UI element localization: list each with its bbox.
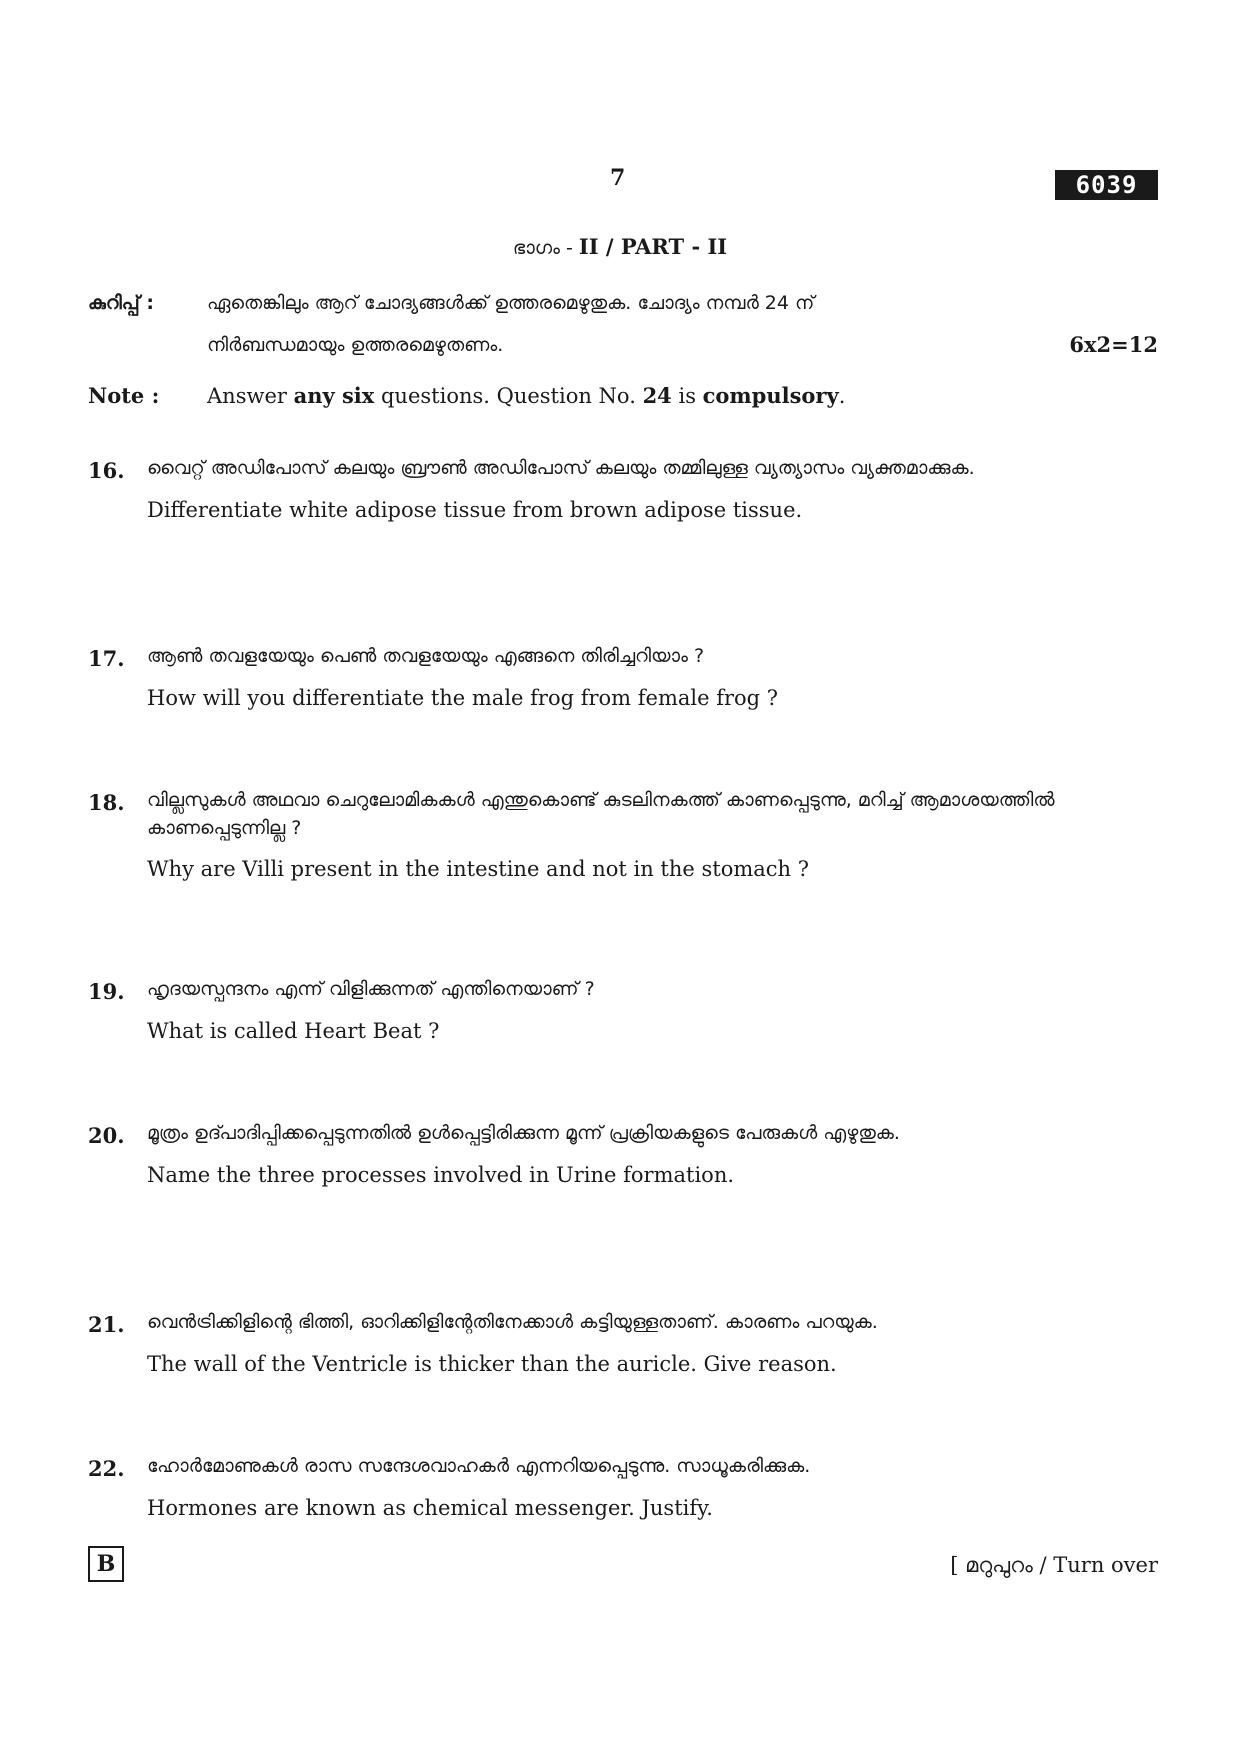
question-18 [147, 787, 1097, 885]
page-number: 7 [610, 165, 626, 191]
question-eng: The wall of the Ventricle is thicker than the auricle. Give reason. [147, 1351, 837, 1376]
question-eng: Why are Villi present in the intestine and not in the stomach ? [147, 857, 809, 882]
question-eng: What is called Heart Beat ? [147, 1018, 440, 1043]
question-number: 17. [88, 646, 125, 671]
question-20 [147, 1120, 1097, 1190]
question-number: 21. [88, 1312, 125, 1337]
question-eng: How will you differentiate the male frog from female frog ? [147, 685, 779, 710]
kurippu-line-2: നിർബന്ധമായും ഉത്തരമെഴുതണം. [207, 334, 504, 356]
question-eng: Hormones are known as chemical messenger. Justify. [147, 1495, 713, 1520]
note-text: Answer any six questions. Question No. 24 is compulsory. [207, 383, 846, 408]
marks-allotment: 6x2=12 [1069, 332, 1158, 357]
paper-code-badge: 6039 [1055, 170, 1158, 200]
question-mal: ഹോർമോണുകൾ രാസ സന്ദേശവാഹകർ എന്നറിയപ്പെടുന്നു. സാധൂകരിക്കുക. [147, 1455, 811, 1477]
question-mal: വൈറ്റ് അഡിപോസ് കലയും ബ്രൗൺ അഡിപോസ് കലയും തമ്മിലുള്ള വ്യത്യാസം വ്യക്തമാക്കുക. [147, 457, 975, 479]
question-mal: മൂത്രം ഉദ്പാദിപ്പിക്കപ്പെടുന്നതിൽ ഉൾപ്പെട്ടിരിക്കുന്ന മൂന്ന് പ്രക്രിയകളുടെ പേരുകൾ എഴുതുക. [147, 1122, 900, 1144]
question-number: 16. [88, 458, 125, 483]
kurippu-label: കുറിപ്പ് : [88, 292, 154, 314]
question-number: 18. [88, 790, 125, 815]
turn-over-label: [ മറുപുറം / Turn over [950, 1553, 1158, 1577]
question-eng: Differentiate white adipose tissue from brown adipose tissue. [147, 497, 803, 522]
question-mal: ആൺ തവളയേയും പെൺ തവളയേയും എങ്ങനെ തിരിച്ചറിയാം ? [147, 645, 705, 667]
question-16 [147, 455, 1097, 525]
question-mal: ഹൃദയസ്പന്ദനം എന്ന് വിളിക്കുന്നത് എന്തിനെയാണ് ? [147, 978, 595, 1000]
question-22 [147, 1453, 1097, 1523]
kurippu-line-1: ഏതെങ്കിലും ആറ് ചോദ്യങ്ങൾക്ക് ഉത്തരമെഴുതുക. ചോദ്യം നമ്പർ 24 ന് [207, 292, 815, 314]
question-mal: വെൻട്രിക്കിളിന്റെ ഭിത്തി, ഓറിക്കിളിന്റേതിനേക്കാൾ കട്ടിയുള്ളതാണ്. കാരണം പറയുക. [147, 1311, 878, 1333]
version-box: B [88, 1546, 124, 1582]
question-number: 19. [88, 979, 125, 1004]
note-label: Note : [88, 383, 160, 408]
part-heading-mal: ഭാഗം - [512, 237, 579, 259]
part-heading-eng: II / PART - II [578, 234, 728, 259]
part-heading [0, 234, 1240, 259]
question-21 [147, 1309, 1097, 1379]
question-number: 22. [88, 1456, 125, 1481]
question-number: 20. [88, 1123, 125, 1148]
question-eng: Name the three processes involved in Urine formation. [147, 1162, 735, 1187]
question-mal: വില്ലസുകൾ അഥവാ ചെറുലോമികകൾ എന്തുകൊണ്ട് കുടലിനകത്ത് കാണപ്പെടുന്നു, മറിച്ച് ആമാശയത്തിൽ കാണപ്പെടുന്നില്ല ? [147, 789, 1055, 839]
question-19 [147, 976, 1097, 1046]
question-17 [147, 643, 1097, 713]
